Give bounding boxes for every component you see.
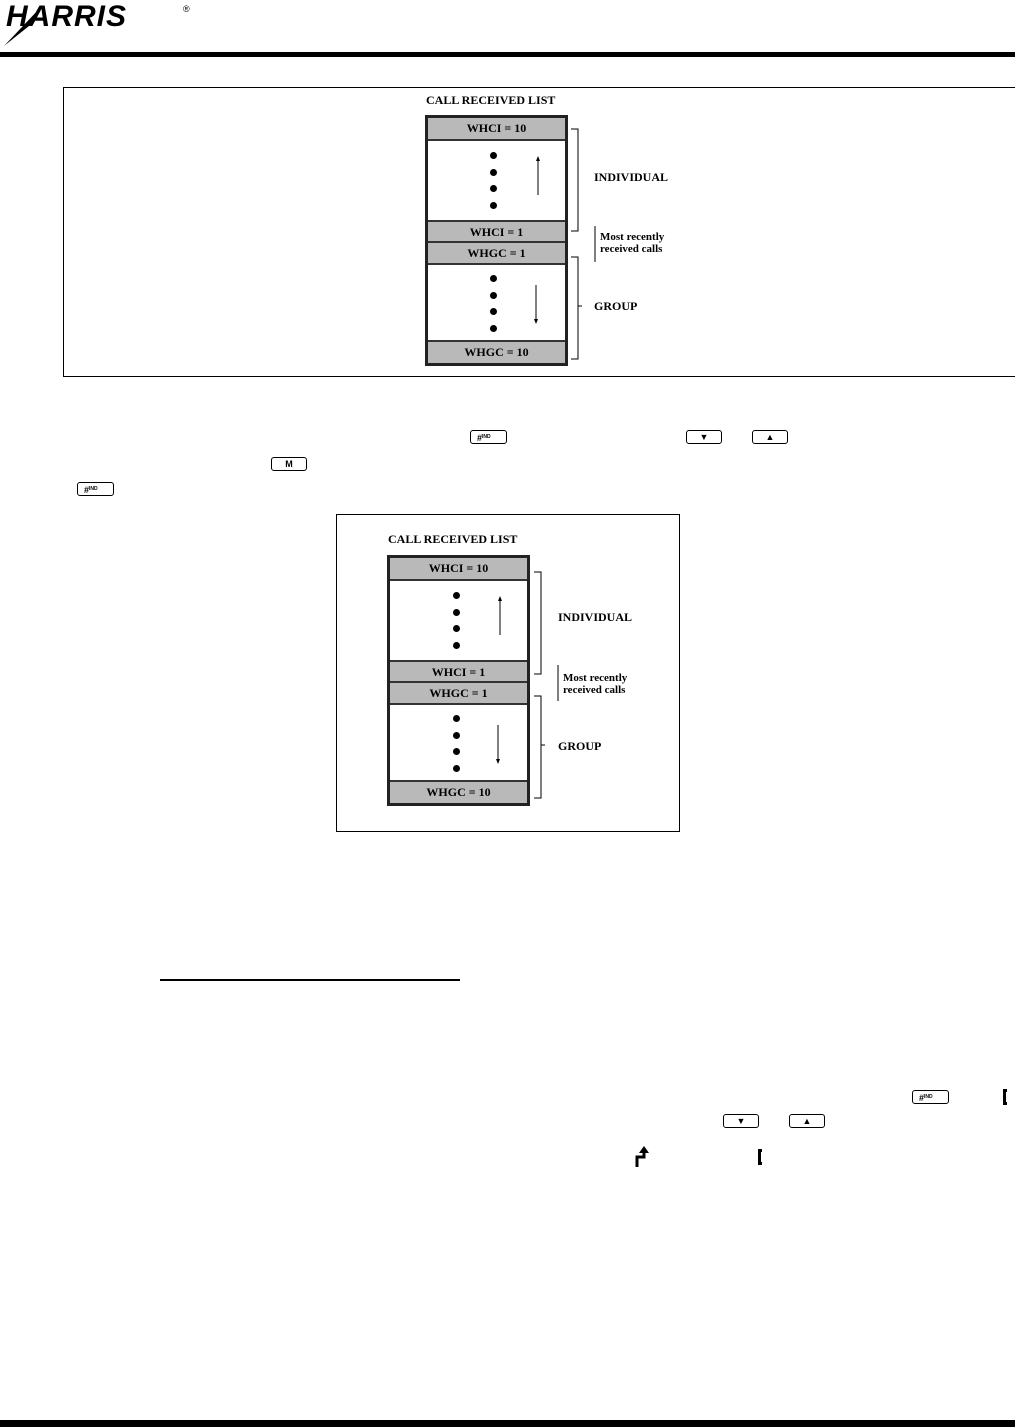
list-dot	[453, 765, 460, 772]
logo-text: HARRIS	[6, 0, 128, 33]
cell-whci-1: WHCI = 1	[428, 220, 565, 243]
list-dot	[490, 202, 497, 209]
cell-whgc-10: WHGC = 10	[390, 780, 527, 803]
recent-label-line2: received calls	[563, 684, 626, 696]
figure-call-received-list-bottom	[336, 514, 680, 832]
header-rule	[0, 52, 1015, 57]
individual-bracket	[533, 571, 545, 675]
list-dot	[490, 169, 497, 176]
recent-label-line2: received calls	[600, 243, 663, 255]
individual-bracket	[570, 128, 582, 232]
up-arrow-key: ▲	[752, 430, 788, 444]
cell-whci-10: WHCI = 10	[390, 558, 527, 581]
individual-label: INDIVIDUAL	[558, 610, 633, 624]
cell-whci-10: WHCI = 10	[428, 118, 565, 141]
list-dot	[453, 642, 460, 649]
call-list-box	[387, 555, 530, 806]
cell-whgc-10: WHGC = 10	[428, 340, 565, 363]
up-arrow-icon	[534, 156, 542, 196]
group-label: GROUP	[558, 739, 602, 753]
hash-ind-key: #$^{IND}$	[470, 430, 507, 444]
list-dot	[490, 325, 497, 332]
list-dot	[490, 152, 497, 159]
down-arrow-icon	[494, 724, 502, 764]
bracket-icon	[1003, 1089, 1007, 1105]
hash-ind-key: #$^{IND}$	[912, 1090, 949, 1104]
figure-title: CALL RECEIVED LIST	[426, 93, 556, 107]
down-arrow-icon	[532, 284, 540, 324]
bracket-icon	[758, 1149, 762, 1165]
cell-whgc-1: WHGC = 1	[390, 683, 527, 705]
list-dot	[490, 275, 497, 282]
list-dot	[490, 308, 497, 315]
group-bracket	[570, 256, 582, 360]
list-dot	[490, 292, 497, 299]
recent-label-line1: Most recently	[600, 231, 665, 243]
list-dot	[453, 592, 460, 599]
list-dot	[490, 185, 497, 192]
up-arrow-key: ▲	[789, 1114, 825, 1128]
figure-title: CALL RECEIVED LIST	[388, 532, 518, 546]
recent-label-line1: Most recently	[563, 672, 628, 684]
footer-rule	[0, 1420, 1015, 1427]
individual-label: INDIVIDUAL	[594, 170, 669, 184]
list-dot	[453, 748, 460, 755]
down-arrow-key: ▼	[686, 430, 722, 444]
figure-call-received-list-top	[63, 87, 1015, 377]
list-dot	[453, 625, 460, 632]
list-dot	[453, 715, 460, 722]
up-arrow-icon	[496, 596, 504, 636]
list-dot	[453, 609, 460, 616]
call-list-box	[425, 115, 568, 366]
cell-whgc-1: WHGC = 1	[428, 243, 565, 265]
menu-key: M	[271, 457, 307, 471]
turn-up-arrow-icon	[634, 1146, 650, 1168]
down-arrow-key: ▼	[723, 1114, 759, 1128]
list-dot	[453, 732, 460, 739]
logo-registered-mark: ®	[183, 4, 190, 14]
group-label: GROUP	[594, 299, 638, 313]
cell-whci-1: WHCI = 1	[390, 660, 527, 683]
section-heading-underline	[160, 979, 460, 981]
hash-ind-key: #$^{IND}$	[77, 482, 114, 496]
harris-logo	[0, 0, 200, 50]
group-bracket	[533, 695, 545, 799]
